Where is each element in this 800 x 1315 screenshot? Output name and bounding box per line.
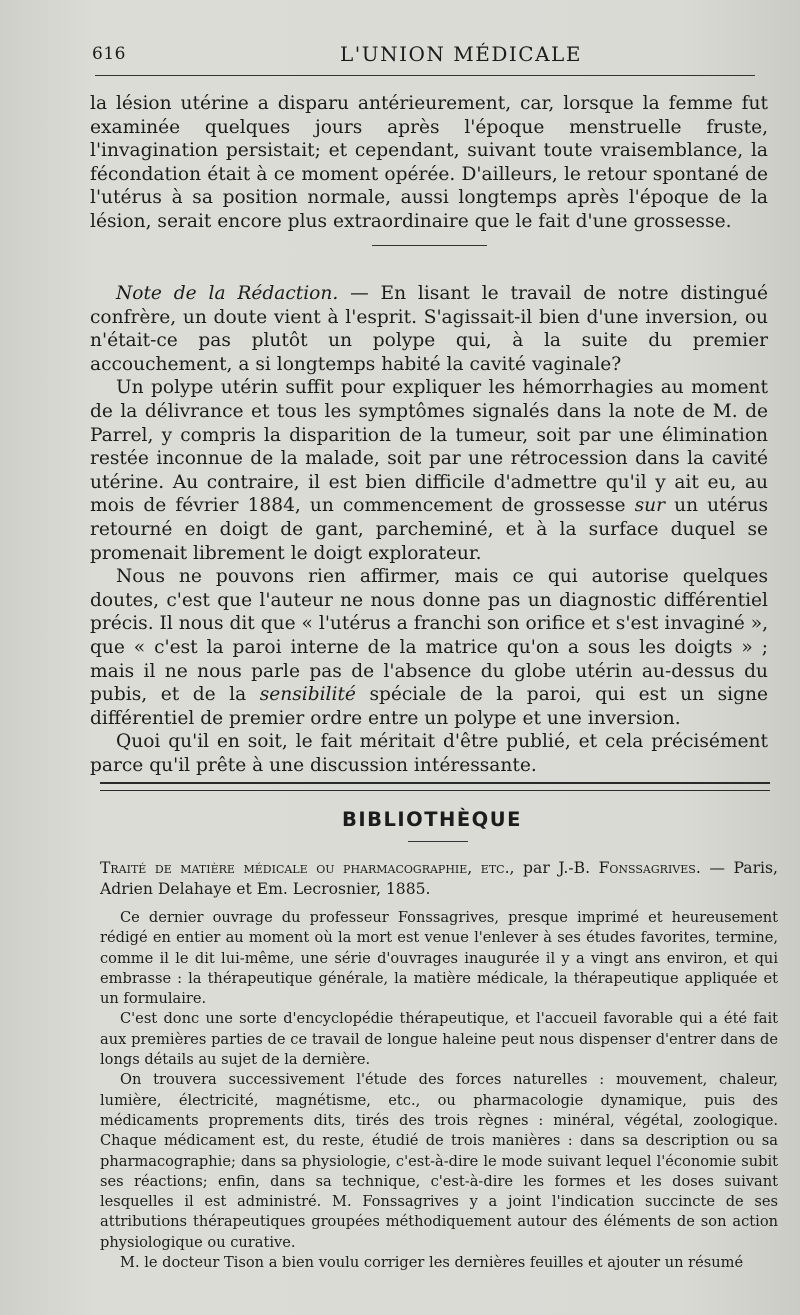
note-paragraph: Un polype utérin suffit pour expliquer les hémorrhagies au moment de la délivrance et tous les symptômes signalés dans la note de M. de Parrel, y compris la disparition de la tumeur, soit par une élimination restée inconnue de la malade, soit par une rétrocession dans la cavité utérine. Au contraire, il est bien difficile d'admettre qu'il y ait eu, au mois de février 1884, un commencement de grossesse sur un utérus retourné en doigt de gant, parcheminé, et à la surface duquel se promenait librement le doigt explorateur.: [90, 377, 768, 564]
review-paragraph: Ce dernier ouvrage du professeur Fonssagrives, presque imprimé et heureusement rédigé en entier au moment où la mort est venue l'enlever à ses études favorites, termine, comme il le dit lui-même, une série d'ouvrages inaugurée il y a vingt ans environ, et qui embrasse : la thérapeutique générale, la matière médicale, la thérapeutique appliquée et un formulaire.: [100, 909, 778, 1008]
review-paragraph: C'est donc une sorte d'encyclopédie thérapeutique, et l'accueil favorable qui a été fait aux premières parties de ce travail de longue haleine peut nous dispenser d'entrer dans de longs détails au sujet de la dernière.: [100, 1010, 778, 1069]
emphasis: sur: [634, 495, 666, 517]
book-review: [100, 908, 778, 1273]
emphasis: sensibilité: [259, 684, 356, 706]
editorial-note: [90, 282, 768, 777]
note-paragraph: Quoi qu'il en soit, le fait méritait d'être publié, et cela précisément parce qu'il prête à une discussion intéressante.: [90, 731, 768, 776]
page-number: 616: [92, 44, 126, 64]
note-paragraph: Nous ne pouvons rien affirmer, mais ce qui autorise quelques doutes, c'est que l'auteur ne nous donne pas un diagnostic différentiel précis. Il nous dit que « l'utérus a franchi son orifice et s'est invaginé », que « c'est la paroi interne de la matrice qu'on a sous les doigts » ; mais il ne nous parle pas de l'absence du globe utérin au-dessus du pubis, et de la sensibilité spéciale de la paroi, qui est un signe différentiel de premier ordre entre un polype et une inversion.: [90, 566, 768, 729]
note-label: Note de la Rédaction.: [116, 283, 339, 304]
title-underline: [408, 841, 468, 842]
article-paragraph: la lésion utérine a disparu antérieurement, car, lorsque la femme fut examinée quelques jours après l'époque menstruelle fruste, l'invagination persistait; et cependant, suivant toute vraisemblance, la fécondation était à ce moment opérée. D'ailleurs, le retour spontané de l'utérus à sa position normale, aussi longtemps après l'époque de la lésion, serait encore plus extraordinaire que le fait d'une grossesse.: [90, 93, 768, 232]
header-rule: [95, 75, 755, 76]
book-publisher: . — Paris, Adrien Delahaye et Em. Lecrosnier, 1885.: [100, 859, 778, 898]
review-paragraph: M. le docteur Tison a bien voulu corriger les dernières feuilles et ajouter un résumé: [120, 1254, 744, 1272]
note-paragraph: [90, 282, 768, 376]
page-header: [90, 40, 760, 70]
article-continuation: [90, 92, 768, 234]
review-paragraph: On trouvera successivement l'étude des forces naturelles : mouvement, chaleur, lumière, électricité, magnétisme, etc., ou pharmacologie dynamique, puis des médicaments proprements dits, tirés des trois règnes : minéral, végétal, zoologique. Chaque médicament est, du reste, étudié de trois manières : dans sa description ou sa pharmacographie; dans sa physiologie, c'est-à-dire le mode suivant lequel l'économie subit ses réactions; enfin, dans sa technique, c'est-à-dire les formes et les doses suivant lesquelles il est administré. M. Fonssagrives y a joint l'indication succincte de ses attributions thérapeutiques groupées méthodiquement autour des éléments de son action physiologique ou curative.: [100, 1071, 778, 1251]
section-double-rule: [100, 782, 770, 791]
section-title: BIBLIOTHÈQUE: [342, 808, 522, 831]
book-title: Traité de matière médicale ou pharmacographie, etc.: [100, 859, 510, 877]
separator-rule: [372, 245, 487, 246]
running-title: L'UNION MÉDICALE: [340, 42, 582, 66]
note-text: — En lisant le travail de notre distingué confrère, un doute vient à l'esprit. S'agissait-il bien d'une inversion, ou n'était-ce pas plutôt un polype qui, à la suite du premier accouchement, a si longtemps habité la cavité vaginale?: [90, 283, 769, 375]
book-author: Fonssagrives: [598, 859, 696, 877]
book-reference: Traité de matière médicale ou pharmacographie, etc., par J.-B. Fonssagrives. — Paris, Adrien Delahaye et Em. Lecrosnier, 1885.: [100, 859, 778, 898]
